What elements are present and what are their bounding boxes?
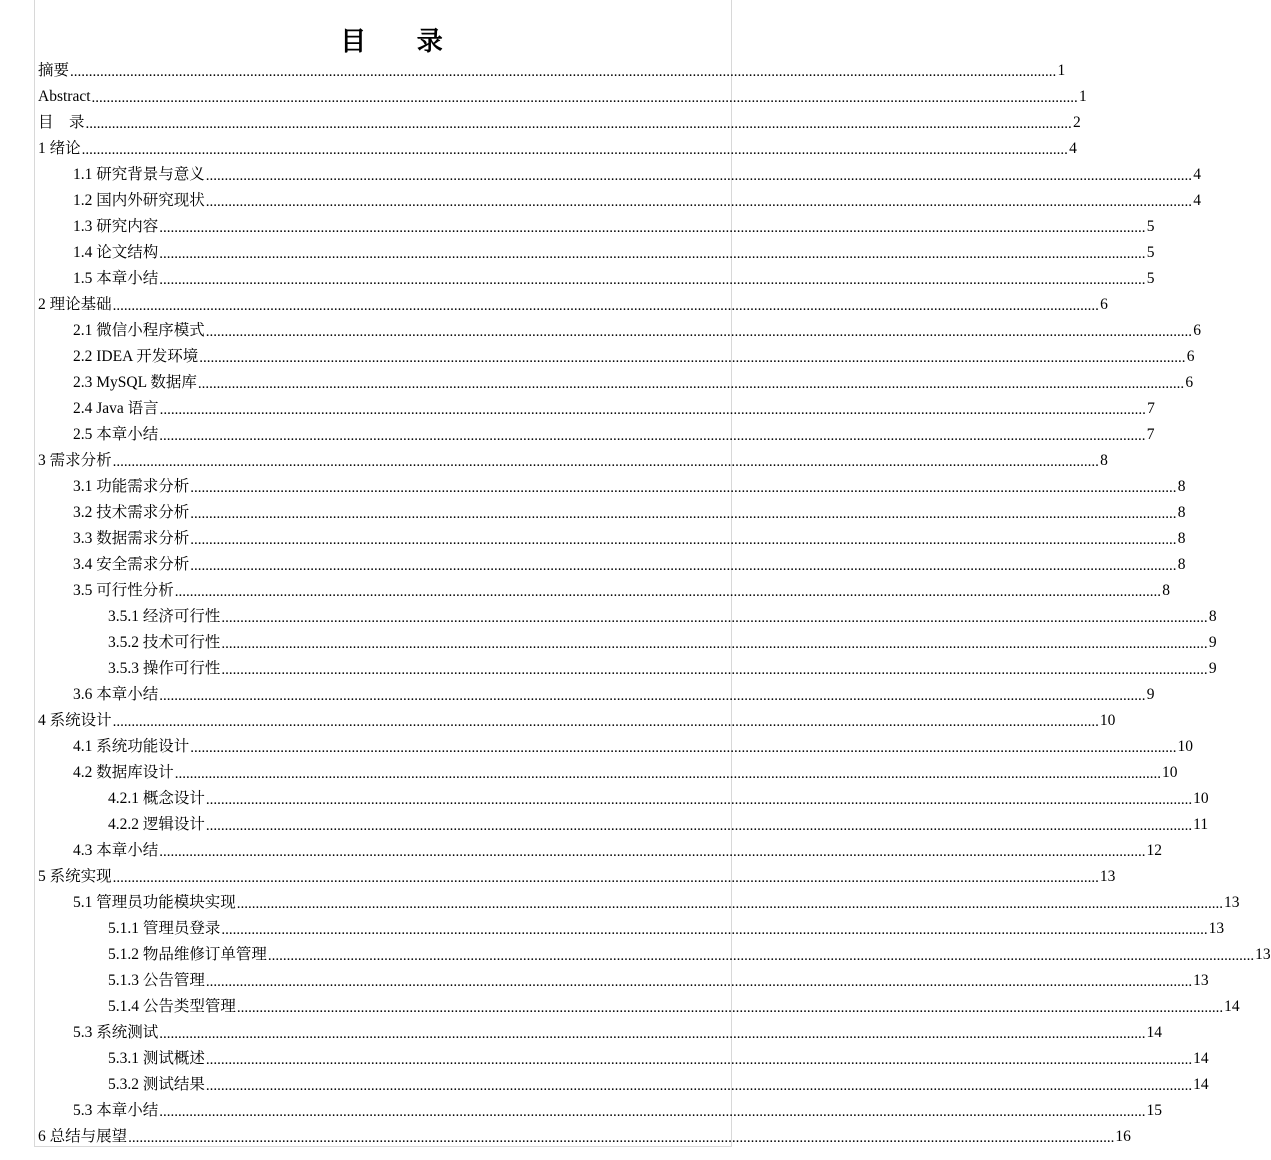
toc-entry-label: 摘要 (38, 62, 70, 79)
toc-entry[interactable] (38, 392, 1155, 418)
toc-dot-leader: ....................................................................................................................................................................................................................................................................... (85, 116, 1072, 132)
toc-dot-leader: ....................................................................................................................................................................................................................................................................... (205, 168, 1193, 184)
toc-entry-page-number: 16 (1115, 1128, 1131, 1145)
toc-entry-label: 5.1.1 管理员登录 (108, 920, 221, 937)
toc-entry-page-number: 8 (1177, 478, 1186, 495)
toc-dot-leader: ....................................................................................................................................................................................................................................................................... (205, 324, 1193, 340)
toc-entry-label: 5.3.1 测试概述 (108, 1050, 205, 1067)
toc-entry[interactable] (38, 782, 1209, 808)
toc-entry-page-number: 10 (1099, 712, 1116, 729)
toc-entry[interactable] (38, 548, 1186, 574)
toc-entry-label: 5.3 本章小结 (73, 1102, 159, 1119)
toc-entry[interactable] (38, 522, 1186, 548)
toc-entry-label: 3.5.1 经济可行性 (108, 608, 221, 625)
toc-entry[interactable] (38, 678, 1155, 704)
toc-entry-label: 3.3 数据需求分析 (73, 530, 190, 547)
toc-entry[interactable] (38, 470, 1186, 496)
toc-entry-page-number: 10 (1177, 738, 1194, 755)
toc-entry-label: 3.5 可行性分析 (73, 582, 174, 599)
toc-entry[interactable] (38, 600, 1217, 626)
toc-entry-label: 5.1 管理员功能模块实现 (73, 894, 236, 911)
toc-dot-leader: ....................................................................................................................................................................................................................................................................... (236, 896, 1224, 912)
toc-entry[interactable] (38, 418, 1155, 444)
toc-dot-leader: ....................................................................................................................................................................................................................................................................... (91, 90, 1078, 106)
toc-entry[interactable] (38, 106, 1081, 132)
toc-entry-label: 5.1.2 物品维修订单管理 (108, 946, 267, 963)
toc-dot-leader: ....................................................................................................................................................................................................................................................................... (197, 376, 1185, 392)
table-of-contents (38, 54, 1271, 1146)
toc-entry-label: 3.5.2 技术可行性 (108, 634, 221, 651)
toc-entry-label: 2.3 MySQL 数据库 (73, 374, 197, 391)
toc-entry[interactable] (38, 730, 1194, 756)
toc-entry-page-number: 1 (1079, 88, 1087, 105)
toc-dot-leader: ....................................................................................................................................................................................................................................................................... (174, 766, 1162, 782)
toc-entry-label: Abstract (38, 88, 91, 105)
toc-entry-page-number: 13 (1099, 868, 1116, 885)
toc-dot-leader: ....................................................................................................................................................................................................................................................................... (159, 428, 1146, 444)
toc-dot-leader: ....................................................................................................................................................................................................................................................................... (159, 688, 1146, 704)
toc-entry[interactable] (38, 1120, 1131, 1146)
toc-entry-label: 5.1.3 公告管理 (108, 972, 205, 989)
toc-entry[interactable] (38, 990, 1240, 1016)
toc-entry-label: 2.2 IDEA 开发环境 (73, 348, 199, 365)
toc-dot-leader: ....................................................................................................................................................................................................................................................................... (159, 1026, 1146, 1042)
toc-entry-label: 2 理论基础 (38, 296, 112, 313)
toc-entry-label: 3 需求分析 (38, 452, 112, 469)
toc-dot-leader: ....................................................................................................................................................................................................................................................................... (205, 818, 1193, 834)
toc-dot-leader: ....................................................................................................................................................................................................................................................................... (221, 922, 1208, 938)
toc-entry[interactable] (38, 184, 1202, 210)
toc-entry[interactable] (38, 938, 1271, 964)
toc-entry-label: 1.5 本章小结 (73, 270, 159, 287)
toc-entry-label: 2.1 微信小程序模式 (73, 322, 205, 339)
toc-dot-leader: ....................................................................................................................................................................................................................................................................... (159, 844, 1146, 860)
toc-entry-page-number: 9 (1208, 660, 1217, 677)
toc-dot-leader: ....................................................................................................................................................................................................................................................................... (205, 792, 1193, 808)
toc-entry[interactable] (38, 912, 1225, 938)
toc-dot-leader: ....................................................................................................................................................................................................................................................................... (159, 1104, 1146, 1120)
toc-entry[interactable] (38, 652, 1217, 678)
toc-entry-label: 5.3 系统测试 (73, 1024, 159, 1041)
toc-entry[interactable] (38, 756, 1178, 782)
toc-entry[interactable] (38, 262, 1155, 288)
toc-entry-label: 1 绪论 (38, 140, 81, 157)
toc-entry-page-number: 2 (1073, 114, 1081, 131)
toc-dot-leader: ....................................................................................................................................................................................................................................................................... (205, 974, 1193, 990)
toc-entry[interactable] (38, 860, 1116, 886)
toc-entry-page-number: 8 (1177, 530, 1186, 547)
toc-entry-label: 4.2.2 逻辑设计 (108, 816, 205, 833)
toc-entry-page-number: 7 (1146, 426, 1155, 443)
toc-entry-label: 3.2 技术需求分析 (73, 504, 190, 521)
toc-dot-leader: ....................................................................................................................................................................................................................................................................... (159, 246, 1146, 262)
toc-entry[interactable] (38, 626, 1217, 652)
toc-entry-label: 4.1 系统功能设计 (73, 738, 190, 755)
toc-dot-leader: ....................................................................................................................................................................................................................................................................... (112, 298, 1099, 314)
toc-dot-leader: ....................................................................................................................................................................................................................................................................... (221, 662, 1208, 678)
toc-entry-label: 6 总结与展望 (38, 1128, 128, 1145)
toc-entry-label: 4.3 本章小结 (73, 842, 159, 859)
toc-entry-page-number: 4 (1193, 192, 1202, 209)
toc-dot-leader: ....................................................................................................................................................................................................................................................................... (159, 402, 1146, 418)
toc-entry-label: 4 系统设计 (38, 712, 112, 729)
toc-entry-label: 4.2 数据库设计 (73, 764, 174, 781)
toc-dot-leader: ....................................................................................................................................................................................................................................................................... (199, 350, 1186, 366)
toc-entry[interactable] (38, 158, 1202, 184)
toc-entry-page-number: 8 (1100, 452, 1108, 469)
toc-dot-leader: ....................................................................................................................................................................................................................................................................... (159, 272, 1146, 288)
toc-entry-label: 5.3.2 测试结果 (108, 1076, 205, 1093)
toc-entry-page-number: 12 (1146, 842, 1163, 859)
toc-dot-leader: ....................................................................................................................................................................................................................................................................... (221, 636, 1208, 652)
toc-entry-label: 目 录 (38, 114, 85, 131)
toc-dot-leader: ....................................................................................................................................................................................................................................................................... (174, 584, 1162, 600)
toc-entry-page-number: 14 (1193, 1050, 1209, 1067)
toc-entry-page-number: 7 (1147, 400, 1155, 417)
toc-dot-leader: ....................................................................................................................................................................................................................................................................... (205, 1052, 1193, 1068)
toc-entry-page-number: 4 (1069, 140, 1077, 157)
toc-entry-page-number: 5 (1146, 244, 1155, 261)
toc-entry[interactable] (38, 1042, 1209, 1068)
toc-entry-label: 2.4 Java 语言 (73, 400, 159, 417)
toc-dot-leader: ....................................................................................................................................................................................................................................................................... (112, 714, 1099, 730)
toc-entry-page-number: 5 (1146, 218, 1155, 235)
toc-entry-page-number: 14 (1193, 1076, 1209, 1093)
toc-dot-leader: ....................................................................................................................................................................................................................................................................... (112, 454, 1099, 470)
toc-entry-page-number: 4 (1193, 166, 1202, 183)
toc-dot-leader: ....................................................................................................................................................................................................................................................................... (112, 870, 1099, 886)
toc-dot-leader: ....................................................................................................................................................................................................................................................................... (159, 220, 1146, 236)
toc-entry[interactable] (38, 54, 1066, 80)
toc-entry[interactable] (38, 340, 1195, 366)
toc-entry-page-number: 13 (1255, 946, 1271, 963)
toc-entry[interactable] (38, 1094, 1163, 1120)
toc-dot-leader: ....................................................................................................................................................................................................................................................................... (190, 506, 1177, 522)
toc-entry[interactable] (38, 314, 1202, 340)
toc-entry[interactable] (38, 80, 1087, 106)
toc-entry[interactable] (38, 886, 1240, 912)
toc-entry[interactable] (38, 964, 1209, 990)
toc-entry-label: 4.2.1 概念设计 (108, 790, 205, 807)
toc-dot-leader: ....................................................................................................................................................................................................................................................................... (190, 532, 1177, 548)
toc-entry-label: 3.4 安全需求分析 (73, 556, 190, 573)
toc-entry-label: 1.2 国内外研究现状 (73, 192, 205, 209)
toc-entry[interactable] (38, 236, 1155, 262)
toc-dot-leader: ....................................................................................................................................................................................................................................................................... (205, 194, 1193, 210)
toc-title: 目 录 (340, 27, 465, 57)
toc-entry[interactable] (38, 1068, 1209, 1094)
toc-entry-label: 2.5 本章小结 (73, 426, 159, 443)
toc-entry[interactable] (38, 834, 1163, 860)
toc-dot-leader: ....................................................................................................................................................................................................................................................................... (205, 1078, 1193, 1094)
toc-entry-page-number: 13 (1208, 920, 1225, 937)
toc-entry-page-number: 9 (1146, 686, 1155, 703)
toc-dot-leader: ....................................................................................................................................................................................................................................................................... (190, 558, 1177, 574)
toc-entry-page-number: 8 (1208, 608, 1217, 625)
toc-entry[interactable] (38, 210, 1155, 236)
toc-dot-leader: ....................................................................................................................................................................................................................................................................... (221, 610, 1208, 626)
toc-entry-page-number: 14 (1146, 1024, 1163, 1041)
toc-entry-page-number: 6 (1185, 374, 1194, 391)
toc-entry-page-number: 11 (1193, 816, 1209, 833)
toc-entry[interactable] (38, 808, 1209, 834)
toc-entry-label: 1.1 研究背景与意义 (73, 166, 205, 183)
toc-entry-page-number: 8 (1177, 556, 1186, 573)
toc-dot-leader: ....................................................................................................................................................................................................................................................................... (190, 740, 1177, 756)
toc-entry-page-number: 8 (1162, 582, 1171, 599)
toc-entry-page-number: 5 (1146, 270, 1155, 287)
toc-entry-page-number: 6 (1193, 322, 1202, 339)
toc-entry[interactable] (38, 444, 1108, 470)
toc-entry-page-number: 6 (1186, 348, 1195, 365)
toc-entry-page-number: 8 (1177, 504, 1186, 521)
toc-dot-leader: ....................................................................................................................................................................................................................................................................... (81, 142, 1068, 158)
toc-entry[interactable] (38, 496, 1186, 522)
toc-entry[interactable] (38, 704, 1116, 730)
toc-entry-page-number: 10 (1162, 764, 1178, 781)
toc-entry-label: 1.3 研究内容 (73, 218, 159, 235)
toc-entry[interactable] (38, 574, 1171, 600)
toc-entry-page-number: 13 (1224, 894, 1240, 911)
toc-entry-page-number: 14 (1224, 998, 1240, 1015)
toc-entry-label: 5 系统实现 (38, 868, 112, 885)
toc-entry-page-number: 13 (1193, 972, 1209, 989)
toc-entry-page-number: 9 (1208, 634, 1217, 651)
toc-entry-label: 5.1.4 公告类型管理 (108, 998, 236, 1015)
toc-entry[interactable] (38, 366, 1194, 392)
toc-entry-page-number: 1 (1057, 62, 1066, 79)
toc-dot-leader: ....................................................................................................................................................................................................................................................................... (70, 64, 1057, 80)
toc-entry-page-number: 6 (1100, 296, 1108, 313)
toc-entry-label: 3.5.3 操作可行性 (108, 660, 221, 677)
toc-entry[interactable] (38, 132, 1077, 158)
toc-dot-leader: ....................................................................................................................................................................................................................................................................... (190, 480, 1177, 496)
toc-entry-page-number: 10 (1193, 790, 1209, 807)
toc-dot-leader: ....................................................................................................................................................................................................................................................................... (236, 1000, 1224, 1016)
toc-dot-leader: ....................................................................................................................................................................................................................................................................... (267, 948, 1255, 964)
toc-entry-label: 1.4 论文结构 (73, 244, 159, 261)
toc-entry-page-number: 15 (1146, 1102, 1163, 1119)
toc-dot-leader: ....................................................................................................................................................................................................................................................................... (128, 1130, 1115, 1146)
toc-entry-label: 3.1 功能需求分析 (73, 478, 190, 495)
toc-entry-label: 3.6 本章小结 (73, 686, 159, 703)
toc-entry[interactable] (38, 288, 1108, 314)
toc-entry[interactable] (38, 1016, 1163, 1042)
